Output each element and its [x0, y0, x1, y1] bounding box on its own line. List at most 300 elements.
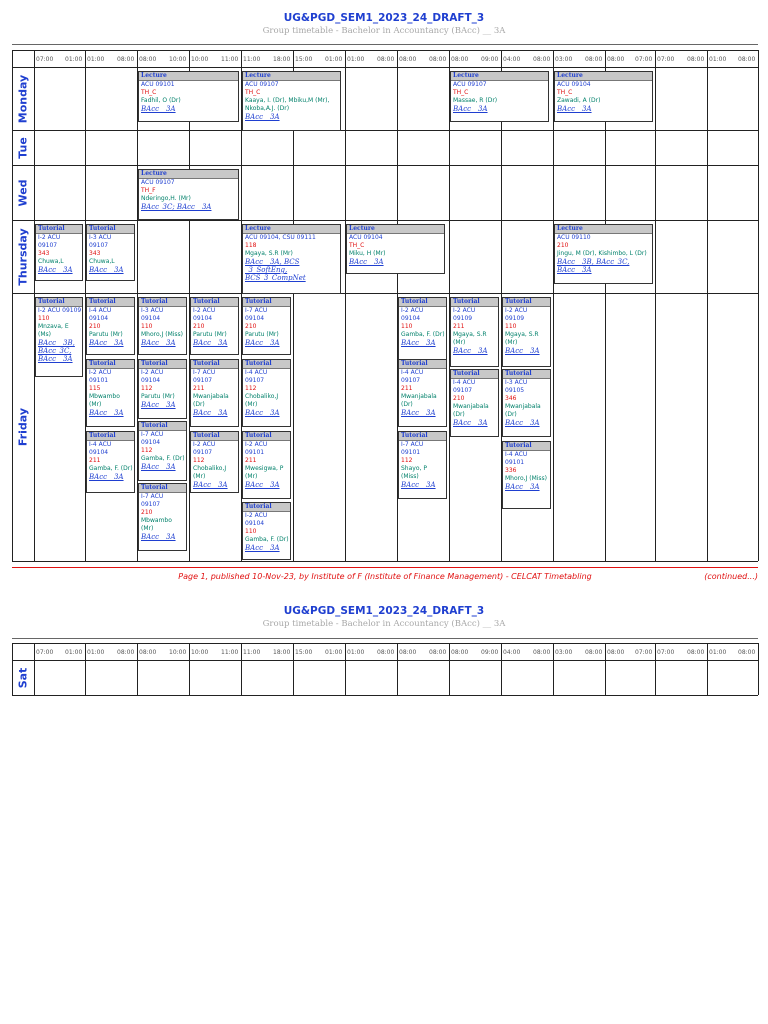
event-course-code: I-7 ACU — [141, 493, 164, 500]
time-label: 08:00 — [451, 56, 469, 63]
event-course-code: ACU 09104 — [557, 81, 591, 88]
event-block — [242, 297, 291, 355]
event-group: BAcc__3A — [349, 258, 384, 266]
event-staff: Mbwambo — [141, 517, 172, 524]
p2-col-line — [241, 643, 242, 695]
event-type: Tutorial — [399, 432, 446, 441]
event-type: Tutorial — [451, 298, 498, 307]
event-staff: Mwanjabala — [193, 393, 229, 400]
event-staff: Gamba, F. (Dr) — [89, 465, 133, 472]
event-room: 343 — [38, 250, 50, 257]
row-line — [12, 130, 758, 131]
event-course-code: ACU 09104 — [349, 234, 383, 241]
event-group: BAcc__3A — [193, 339, 228, 347]
event-staff-2: (Dr) — [505, 411, 517, 418]
event-course-code-2: 09107 — [193, 377, 213, 384]
day-label: Tue — [16, 136, 30, 159]
event-room: 346 — [505, 395, 517, 402]
event-staff: Mhoro,J (Miss) — [505, 475, 548, 482]
col-line — [553, 50, 554, 561]
event-room: 211 — [453, 323, 465, 330]
p2-col-line — [655, 643, 656, 695]
event-block — [242, 71, 341, 131]
event-type: Tutorial — [399, 360, 446, 369]
event-room: 110 — [505, 323, 517, 330]
event-staff: Kaaya, I. (Dr), Mbiku,M (Mr), — [245, 97, 330, 104]
event-course-code: I-2 ACU — [141, 369, 164, 376]
event-group-2: BAcc__3A — [557, 266, 592, 274]
event-staff: Mgaya, S.R (Mr) — [245, 250, 293, 257]
event-block — [242, 502, 291, 560]
event-course-code: I-2 ACU — [245, 512, 268, 519]
event-room: 211 — [89, 457, 101, 464]
event-group: BAcc__3A — [89, 266, 124, 274]
time-label: 08:00 — [139, 56, 157, 63]
event-room: 210 — [453, 395, 465, 402]
event-group: BAcc__3A — [401, 339, 436, 347]
page-subtitle: Group timetable - Bachelor in Accountancy (BAcc) __ 3A — [262, 26, 506, 36]
event-course-code-2: 09109 — [505, 315, 525, 322]
time-label: 07:00 — [635, 56, 653, 63]
event-staff: Chobaliko,J — [193, 465, 227, 472]
event-type: Tutorial — [503, 442, 550, 451]
timetable-grid-page2 — [12, 643, 758, 695]
event-staff-2: (Dr) — [401, 401, 413, 408]
event-staff-2: (Mr) — [245, 473, 258, 480]
day-label: Thursday — [16, 227, 30, 286]
p2-time-label: 01:00 — [347, 649, 365, 656]
event-group: BAcc__3A — [141, 339, 176, 347]
event-room: 112 — [141, 385, 153, 392]
event-block — [346, 224, 445, 274]
event-staff-2: (Mr) — [193, 473, 206, 480]
event-type: Lecture — [139, 72, 238, 81]
row-line — [12, 220, 758, 221]
time-label: 09:00 — [481, 56, 499, 63]
event-block — [398, 431, 447, 499]
event-block — [242, 359, 291, 427]
event-block — [138, 421, 187, 481]
event-staff: Mnzava, E — [38, 323, 69, 330]
p2-time-label: 10:00 — [191, 649, 209, 656]
event-course-code-2: 09101 — [505, 459, 525, 466]
event-staff: Mwanjabala — [453, 403, 489, 410]
event-course-code-2: 09104 — [141, 315, 161, 322]
p2-time-label: 01:00 — [709, 649, 727, 656]
event-room: 210 — [193, 323, 205, 330]
time-label: 08:00 — [585, 56, 603, 63]
event-course-code: I-4 ACU — [89, 441, 112, 448]
p2-col-line — [449, 643, 450, 695]
event-course-code: I-3 ACU — [505, 379, 528, 386]
event-staff: Mgaya, S.R — [505, 331, 539, 338]
event-staff: Mgaya, S.R — [453, 331, 487, 338]
event-staff: Nderingo,H. (Mr) — [141, 195, 191, 202]
event-course-code: I-2 ACU — [38, 234, 61, 241]
event-room: 210 — [141, 509, 153, 516]
event-staff: Miku, H (Mr) — [349, 250, 386, 257]
day-wed — [12, 165, 34, 220]
event-group: BAcc__3A — [141, 105, 176, 113]
p2-time-label: 08:00 — [139, 649, 157, 656]
p2-time-label: 07:00 — [36, 649, 54, 656]
event-staff-2: (Ms) — [38, 331, 51, 338]
event-course-code: ACU 09107 — [453, 81, 487, 88]
event-course-code-2: 09107 — [141, 501, 161, 508]
p2-col-line — [34, 643, 35, 695]
p2-col-line — [605, 643, 606, 695]
time-label: 10:00 — [191, 56, 209, 63]
time-label: 01:00 — [65, 56, 83, 63]
event-course-code: I-4 ACU — [245, 369, 268, 376]
event-group: BAcc__3A — [89, 339, 124, 347]
event-room: 211 — [245, 457, 257, 464]
event-group-3: BCS_3_CompNet — [245, 274, 306, 282]
event-course-code: I-7 ACU — [193, 369, 216, 376]
p2-col-line — [293, 643, 294, 695]
event-course-code: I-3 ACU — [89, 234, 112, 241]
event-type: Tutorial — [87, 360, 134, 369]
day-monday — [12, 67, 34, 130]
event-block — [86, 359, 135, 427]
time-label: 08:00 — [429, 56, 447, 63]
col-line — [345, 50, 346, 561]
event-staff: Parutu (Mr) — [245, 331, 279, 338]
event-course-code: I-2 ACU — [401, 307, 424, 314]
event-course-code-2: 09105 — [505, 387, 525, 394]
event-staff-2: (Mr) — [245, 401, 258, 408]
p2-col-line — [758, 643, 759, 695]
event-type: Tutorial — [503, 370, 550, 379]
event-staff-2: (Miss) — [401, 473, 419, 480]
event-type: Lecture — [347, 225, 444, 234]
event-block — [86, 297, 135, 355]
event-block — [138, 297, 187, 355]
event-course-code: I-4 ACU — [89, 307, 112, 314]
event-room: 211 — [193, 385, 205, 392]
event-staff-2: (Mr) — [453, 339, 466, 346]
time-label: 08:00 — [738, 56, 756, 63]
event-group: BAcc__3A — [89, 473, 124, 481]
event-course-code: I-2 ACU — [505, 307, 528, 314]
event-block — [502, 369, 551, 437]
event-course-code-2: 09101 — [245, 449, 265, 456]
p2-col-line — [707, 643, 708, 695]
page2-subtitle: Group timetable - Bachelor in Accountancy (BAcc) __ 3A — [262, 619, 506, 629]
event-group: BAcc__3A — [193, 409, 228, 417]
row-line — [12, 561, 758, 562]
event-type: Tutorial — [139, 298, 186, 307]
event-type: Tutorial — [36, 225, 82, 234]
page2-title: UG&PGD_SEM1_2023_24_DRAFT_3 — [283, 605, 485, 617]
event-block — [502, 441, 551, 509]
p2-time-label: 09:00 — [481, 649, 499, 656]
event-group: BAcc__3A — [505, 419, 540, 427]
time-label: 15:00 — [295, 56, 313, 63]
event-room: 210 — [245, 323, 257, 330]
event-group-3: BAcc__3A — [38, 355, 73, 363]
page-footer — [12, 567, 758, 584]
time-label: 10:00 — [169, 56, 187, 63]
event-staff: Chobaliko,J — [245, 393, 279, 400]
event-room: 211 — [401, 385, 413, 392]
event-room: TH_C — [557, 89, 573, 96]
event-room: 112 — [401, 457, 413, 464]
p2-time-label: 01:00 — [65, 649, 83, 656]
event-course-code: I-2 ACU — [453, 307, 476, 314]
event-course-code-2: 09107 — [245, 377, 265, 384]
time-label: 08:00 — [687, 56, 705, 63]
event-course-code: ACU 09107 — [245, 81, 279, 88]
event-staff: Mwesigwa, P — [245, 465, 284, 472]
event-staff: Mwanjabala — [505, 403, 541, 410]
event-type: Tutorial — [36, 298, 82, 307]
p2-time-label: 15:00 — [295, 649, 313, 656]
p2-time-label: 08:00 — [399, 649, 417, 656]
event-course-code: I-2 ACU 09109 — [38, 307, 82, 314]
time-label: 04:00 — [503, 56, 521, 63]
event-type: Tutorial — [139, 360, 186, 369]
event-course-code: I-7 ACU — [141, 431, 164, 438]
header-divider — [12, 44, 758, 45]
event-group: BAcc__3A — [245, 409, 280, 417]
event-type: Tutorial — [399, 298, 446, 307]
time-label: 01:00 — [87, 56, 105, 63]
event-type: Lecture — [555, 72, 652, 81]
event-block — [138, 359, 187, 419]
event-staff: Parutu (Mr) — [193, 331, 227, 338]
p2-time-label: 11:00 — [243, 649, 261, 656]
event-course-code: I-4 ACU — [505, 451, 528, 458]
event-room: 110 — [245, 528, 257, 535]
event-group: BAcc__3A — [401, 481, 436, 489]
event-course-code-2: 09107 — [89, 242, 109, 249]
event-block — [554, 71, 653, 122]
event-block — [450, 297, 499, 367]
event-course-code: I-3 ACU — [141, 307, 164, 314]
event-room: 112 — [141, 447, 153, 454]
p2-time-label: 08:00 — [117, 649, 135, 656]
event-group: BAcc__3A — [38, 266, 73, 274]
p2-row-line — [12, 660, 758, 661]
event-type: Tutorial — [87, 225, 134, 234]
event-staff-2: (Mr) — [505, 339, 518, 346]
event-course-code: I-2 ACU — [193, 441, 216, 448]
event-block — [502, 297, 551, 367]
event-block — [35, 224, 83, 281]
event-group: BAcc__3A — [141, 463, 176, 471]
event-room: 118 — [245, 242, 257, 249]
event-course-code-2: 09101 — [401, 449, 421, 456]
event-staff: Parutu (Mr) — [141, 393, 175, 400]
p2-col-line — [501, 643, 502, 695]
day-label: Wed — [16, 178, 30, 207]
event-staff: Mwanjabala — [401, 393, 437, 400]
event-course-code-2: 09104 — [245, 520, 265, 527]
p2-row-line — [12, 695, 758, 696]
event-block — [242, 431, 291, 499]
p2-col-line — [137, 643, 138, 695]
p2-time-label: 01:00 — [87, 649, 105, 656]
event-block — [398, 359, 447, 427]
event-type: Tutorial — [191, 432, 238, 441]
event-course-code-2: 09104 — [193, 315, 213, 322]
time-label: 03:00 — [555, 56, 573, 63]
event-staff: Chuwa,L — [89, 258, 115, 265]
event-group: BAcc__3A — [245, 481, 280, 489]
event-staff: Shayo, P — [401, 465, 427, 472]
event-course-code: I-7 ACU — [245, 307, 268, 314]
p2-time-label: 10:00 — [169, 649, 187, 656]
event-block — [242, 224, 341, 294]
event-group: BAcc__3A — [505, 347, 540, 355]
col-line — [655, 50, 656, 561]
event-block — [554, 224, 653, 284]
footer-page-text: Page 1, published 10-Nov-23, by Institute of F (Institute of Finance Management) - CELCAT Timetabling — [178, 572, 592, 581]
event-course-code-2: 09107 — [453, 387, 473, 394]
day-label: Friday — [16, 407, 30, 447]
time-label: 01:00 — [709, 56, 727, 63]
event-room: TH_C — [349, 242, 365, 249]
event-type: Tutorial — [139, 422, 186, 431]
p2-row-line — [12, 643, 758, 644]
event-course-code: I-2 ACU — [193, 307, 216, 314]
event-course-code-2: 09109 — [453, 315, 473, 322]
event-block — [450, 71, 549, 122]
p2-time-label: 01:00 — [325, 649, 343, 656]
event-block — [138, 483, 187, 551]
event-type: Tutorial — [243, 360, 290, 369]
event-room: TH_F — [141, 187, 156, 194]
event-block — [190, 431, 239, 493]
event-room: 115 — [89, 385, 101, 392]
event-course-code-2: 09107 — [401, 377, 421, 384]
event-group: BAcc_3C; BAcc__3A — [141, 203, 212, 211]
event-block — [138, 71, 239, 122]
day-tue — [12, 130, 34, 165]
p2-col-line — [553, 643, 554, 695]
time-label: 07:00 — [657, 56, 675, 63]
day-thursday — [12, 220, 34, 293]
event-room: 210 — [557, 242, 569, 249]
event-group: BAcc__3A — [245, 544, 280, 552]
event-block — [86, 224, 135, 281]
event-staff: Jingu, M (Dr), Kishimbo, L (Dr) — [557, 250, 647, 257]
event-type: Tutorial — [503, 298, 550, 307]
row-line — [12, 67, 758, 68]
p2-day-label: Sat — [16, 667, 30, 688]
event-type: Lecture — [243, 225, 340, 234]
p2-time-label: 03:00 — [555, 649, 573, 656]
event-staff: Gamba, F. (Dr) — [401, 331, 445, 338]
time-label: 07:00 — [36, 56, 54, 63]
col-line — [758, 50, 759, 561]
event-course-code-2: 09104 — [89, 315, 109, 322]
event-staff: Mhoro,J (Miss) — [141, 331, 184, 338]
event-staff: Chuwa,L — [38, 258, 64, 265]
p2-col-line — [345, 643, 346, 695]
event-type: Tutorial — [87, 298, 134, 307]
time-label: 01:00 — [347, 56, 365, 63]
event-staff: Gamba, F. (Dr) — [141, 455, 185, 462]
event-block — [138, 169, 239, 220]
p2-time-label: 08:00 — [585, 649, 603, 656]
event-group: BAcc__3A — [193, 481, 228, 489]
event-course-code-2: 09104 — [401, 315, 421, 322]
p2-time-label: 08:00 — [738, 649, 756, 656]
event-group: BAcc__3B, — [38, 339, 75, 347]
event-group: BAcc__3A — [453, 347, 488, 355]
event-staff: Mbwambo — [89, 393, 120, 400]
row-line — [12, 165, 758, 166]
p2-time-label: 08:00 — [607, 649, 625, 656]
event-type: Tutorial — [191, 298, 238, 307]
day-friday — [12, 293, 34, 561]
event-block — [86, 431, 135, 493]
p2-col-line — [85, 643, 86, 695]
time-label: 11:00 — [221, 56, 239, 63]
event-type: Lecture — [451, 72, 548, 81]
event-group: BAcc__3A — [401, 409, 436, 417]
time-label: 18:00 — [273, 56, 291, 63]
event-type: Tutorial — [139, 484, 186, 493]
event-room: 110 — [38, 315, 50, 322]
event-group-2: BAcc_3C, — [38, 347, 72, 355]
event-room: TH_C — [245, 89, 261, 96]
p2-time-label: 08:00 — [429, 649, 447, 656]
event-room: 112 — [245, 385, 257, 392]
event-room: 343 — [89, 250, 101, 257]
event-room: 210 — [89, 323, 101, 330]
event-type: Tutorial — [243, 432, 290, 441]
day-label: Monday — [16, 74, 30, 123]
p2-time-label: 04:00 — [503, 649, 521, 656]
p2-day-sat — [12, 660, 34, 695]
event-group: BAcc__3A, BCS — [245, 258, 300, 266]
event-course-code-2: 09104 — [89, 449, 109, 456]
event-group: BAcc__3A — [453, 419, 488, 427]
event-staff: Zawadi, A (Dr) — [557, 97, 601, 104]
event-staff-2: (Dr) — [193, 401, 205, 408]
event-course-code: I-2 ACU — [89, 369, 112, 376]
col-line — [707, 50, 708, 561]
event-block — [450, 369, 499, 437]
time-label: 01:00 — [325, 56, 343, 63]
time-label: 08:00 — [399, 56, 417, 63]
event-course-code: I-2 ACU — [245, 441, 268, 448]
event-staff-2: (Mr) — [141, 525, 154, 532]
event-block — [190, 359, 239, 427]
event-course-code-2: 09104 — [141, 439, 161, 446]
event-course-code-2: 09104 — [141, 377, 161, 384]
event-group: BAcc__3A — [505, 483, 540, 491]
p2-time-label: 11:00 — [221, 649, 239, 656]
event-course-code: I-7 ACU — [401, 441, 424, 448]
event-group: BAcc__3A — [557, 105, 592, 113]
event-room: 110 — [401, 323, 413, 330]
event-staff-2: Nkoba,A.J. (Dr) — [245, 105, 290, 112]
event-block — [35, 297, 83, 377]
event-course-code: I-4 ACU — [453, 379, 476, 386]
event-room: 110 — [141, 323, 153, 330]
event-course-code: ACU 09104, CSU 09111 — [245, 234, 316, 241]
page2-header-divider — [12, 638, 758, 639]
event-group: BAcc__3A — [453, 105, 488, 113]
page-title: UG&PGD_SEM1_2023_24_DRAFT_3 — [283, 12, 485, 24]
p2-time-label: 08:00 — [451, 649, 469, 656]
p2-time-label: 08:00 — [687, 649, 705, 656]
col-line — [605, 50, 606, 561]
